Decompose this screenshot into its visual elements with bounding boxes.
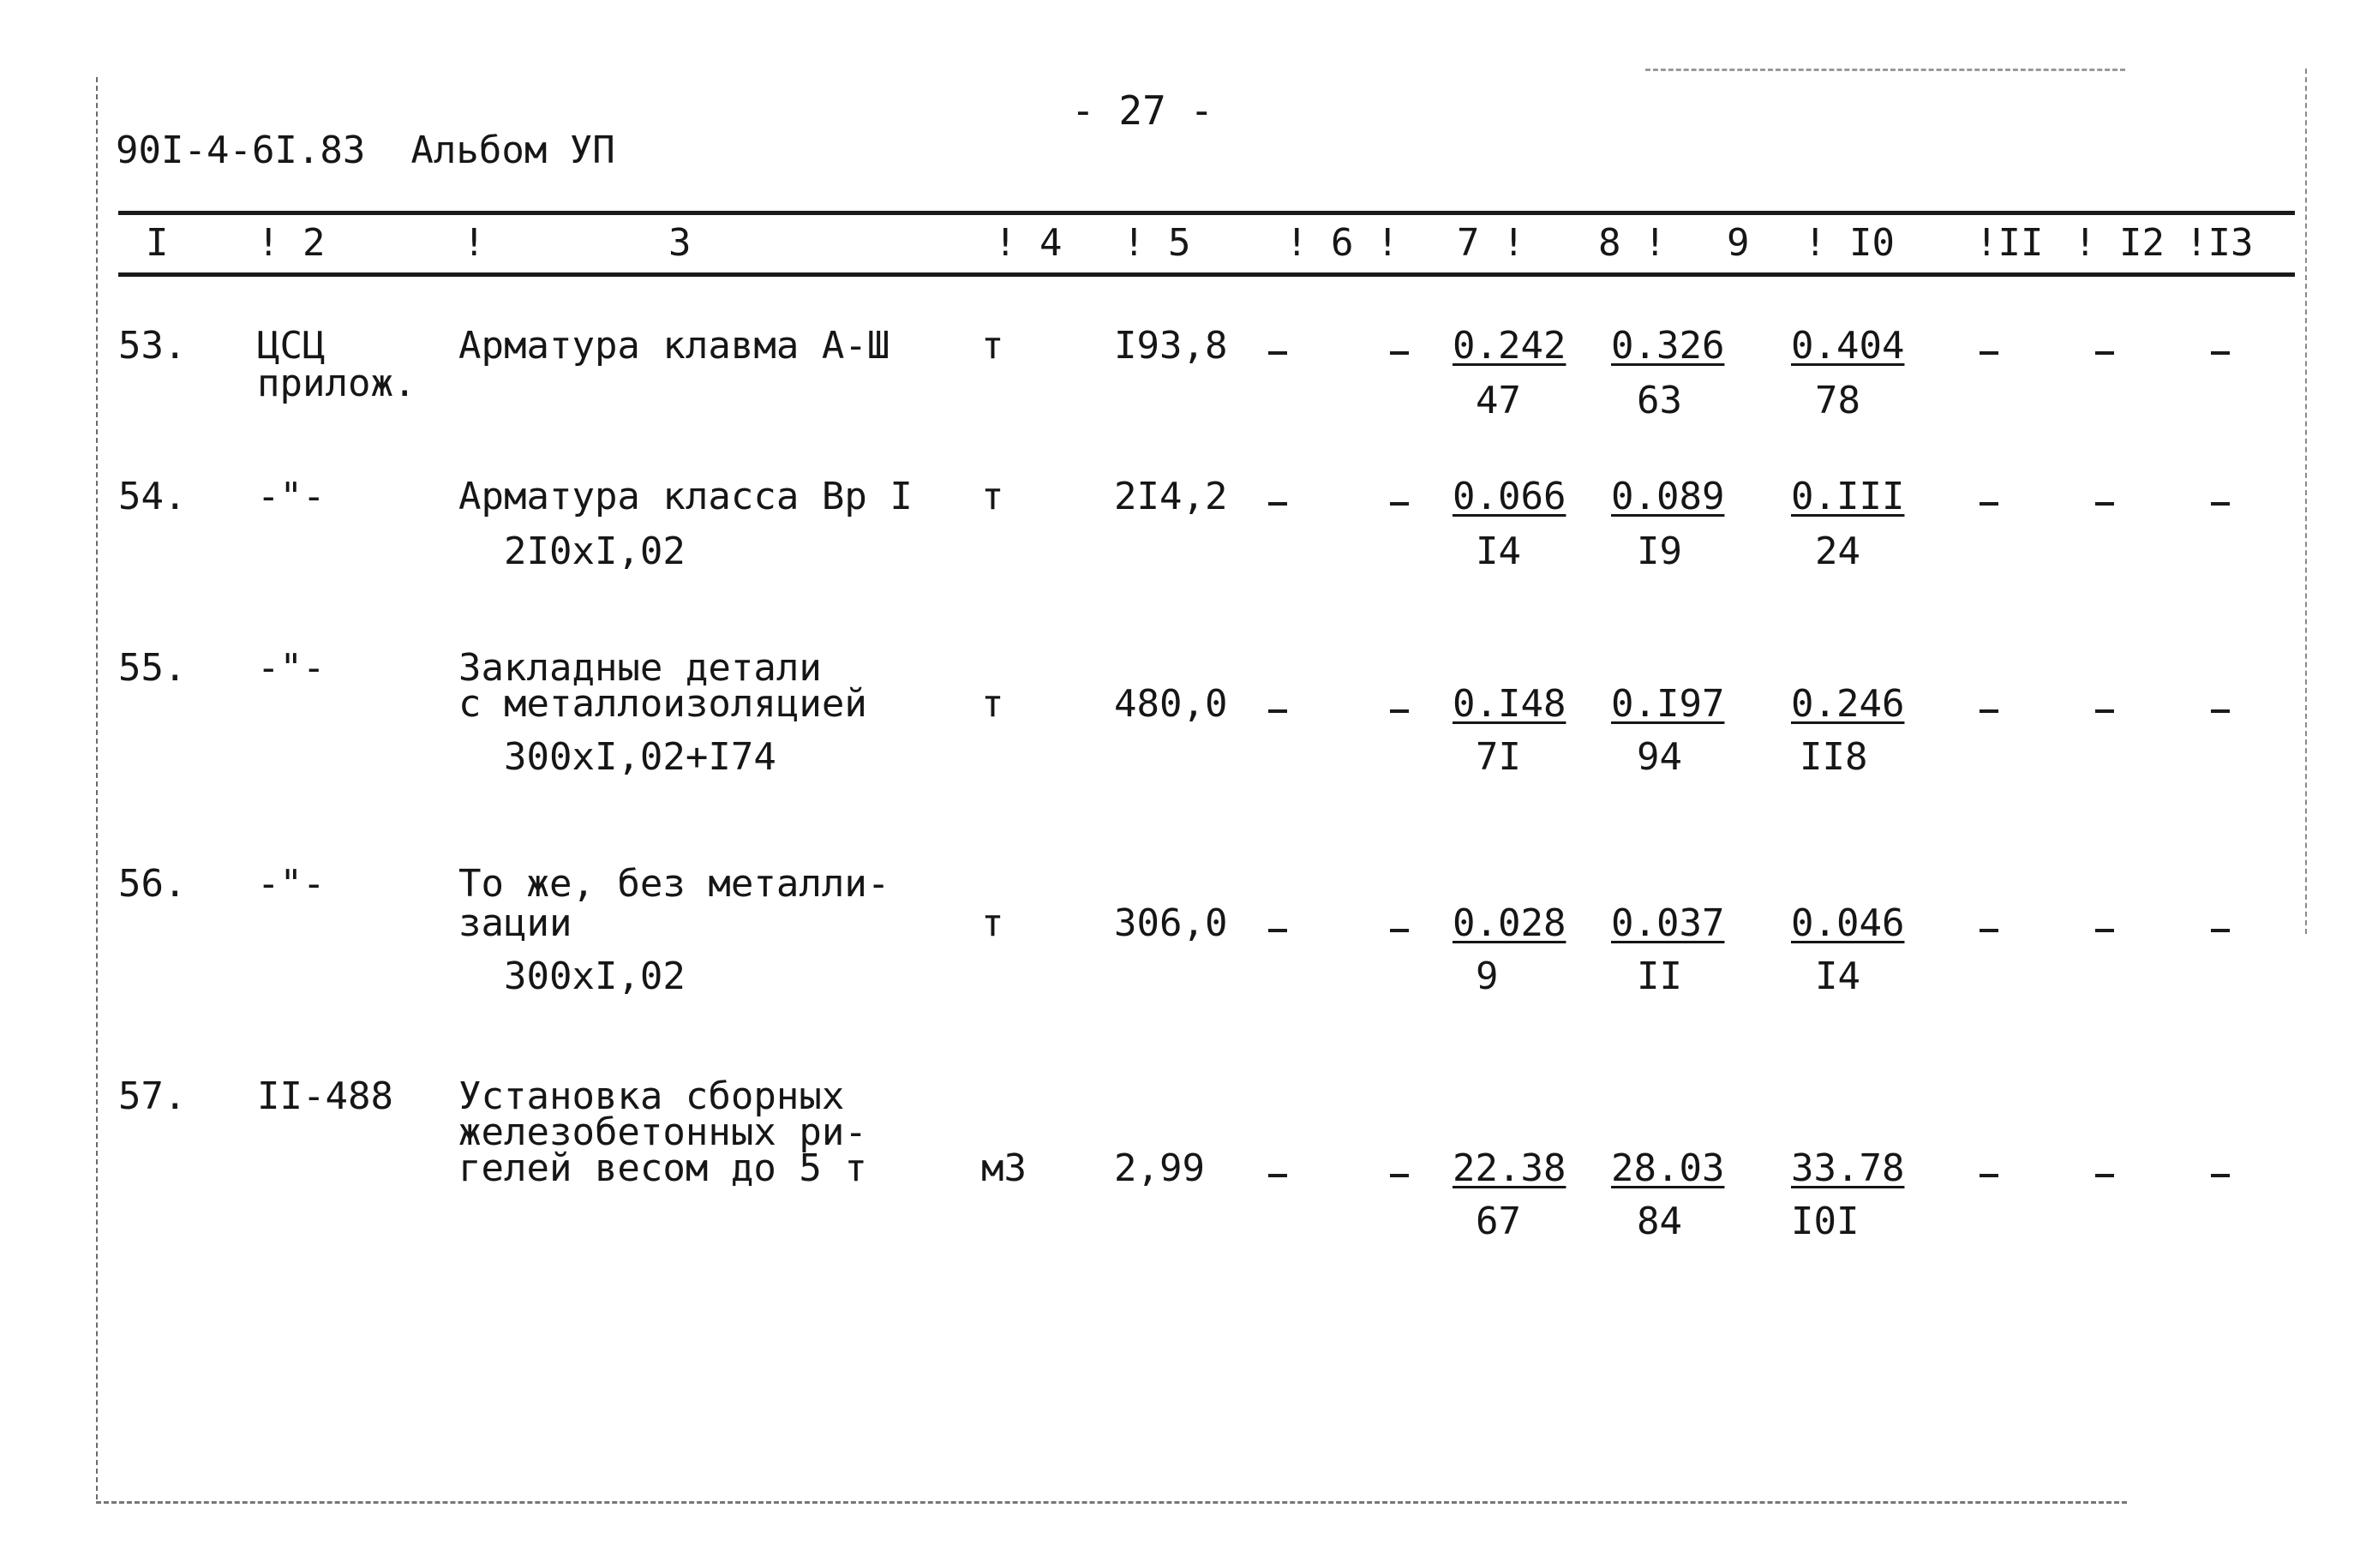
album-header: 90I-4-6I.83 Альбом УП	[116, 129, 615, 172]
value-col7-upper: 0.I48	[1453, 682, 1566, 726]
col-head-12: ! I2	[2074, 221, 2165, 265]
dash-col13	[2211, 929, 2230, 932]
col-head-4: ! 4	[994, 221, 1063, 265]
value-col10-upper: 0.246	[1791, 682, 1905, 726]
dash-col12	[2095, 929, 2114, 932]
col-head-10: ! I0	[1804, 221, 1895, 265]
row-price: 480,0	[1114, 682, 1228, 726]
value-col7-upper: 22.38	[1453, 1146, 1566, 1190]
row-price: 306,0	[1114, 901, 1228, 945]
row-description: гелей весом до 5 т	[458, 1146, 867, 1190]
value-col10-upper: 0.404	[1791, 324, 1905, 368]
dash-col13	[2211, 502, 2230, 506]
dash-col12	[2095, 1174, 2114, 1177]
row-price: 2I4,2	[1114, 475, 1228, 518]
dash-col13	[2211, 709, 2230, 713]
scan-edge-bottom	[96, 1501, 2127, 1504]
value-col8-upper: 28.03	[1611, 1146, 1725, 1190]
row-code: ЦСЦ	[257, 324, 326, 368]
value-col10-lower: II8	[1800, 735, 1868, 779]
col-head-2: ! 2	[257, 221, 326, 265]
row-unit: т	[981, 475, 1004, 518]
value-col8-upper: 0.089	[1611, 475, 1725, 518]
dash-col6	[1268, 502, 1287, 506]
scan-edge-top	[1645, 69, 2125, 71]
col-head-6: ! 6 !	[1285, 221, 1399, 265]
row-unit: т	[981, 324, 1004, 368]
value-col10-upper: 0.046	[1791, 901, 1905, 945]
value-col8-upper: 0.037	[1611, 901, 1725, 945]
value-col7-lower: 47	[1476, 379, 1521, 422]
col-head-sep: !	[463, 221, 486, 265]
dash-col6	[1268, 1174, 1287, 1177]
value-col10-lower: 78	[1815, 379, 1860, 422]
row-unit: т	[981, 682, 1004, 726]
value-col8-lower: II	[1637, 955, 1682, 998]
col-head-7: 7 !	[1457, 221, 1525, 265]
dash-col11	[1980, 709, 1998, 713]
row-unit: т	[981, 901, 1004, 945]
row-description: железобетонных ри-	[458, 1110, 867, 1154]
dash-col11	[1980, 502, 1998, 506]
value-col7-upper: 0.242	[1453, 324, 1566, 368]
value-col7-lower: 9	[1476, 955, 1499, 998]
dash-col11	[1980, 1174, 1998, 1177]
row-code: -"-	[257, 475, 326, 518]
dash-col7	[1390, 929, 1409, 932]
col-head-5: ! 5	[1123, 221, 1191, 265]
dash-col12	[2095, 502, 2114, 506]
row-number: 56.	[118, 862, 187, 906]
row-description: зации	[458, 901, 572, 945]
row-description: 2I0xI,02	[458, 530, 686, 573]
row-number: 57.	[118, 1074, 187, 1118]
dash-col11	[1980, 351, 1998, 355]
value-col8-upper: 0.I97	[1611, 682, 1725, 726]
row-number: 55.	[118, 646, 187, 690]
scan-edge-right	[2305, 69, 2307, 934]
value-col7-upper: 0.028	[1453, 901, 1566, 945]
value-col8-lower: 94	[1637, 735, 1682, 779]
table-rule-header	[118, 272, 2295, 277]
dash-col7	[1390, 502, 1409, 506]
table-rule-top	[118, 211, 2295, 215]
row-price: 2,99	[1114, 1146, 1205, 1190]
value-col8-lower: I9	[1637, 530, 1682, 573]
col-head-3: 3	[668, 221, 692, 265]
row-code: -"-	[257, 862, 326, 906]
row-description: Установка сборных	[458, 1074, 845, 1118]
value-col7-lower: 7I	[1476, 735, 1521, 779]
value-col10-upper: 0.III	[1791, 475, 1905, 518]
row-description: 300xI,02+I74	[458, 735, 776, 779]
dash-col6	[1268, 709, 1287, 713]
dash-col12	[2095, 351, 2114, 355]
row-price: I93,8	[1114, 324, 1228, 368]
value-col7-lower: I4	[1476, 530, 1521, 573]
page-number: - 27 -	[1071, 87, 1214, 134]
dash-col7	[1390, 351, 1409, 355]
col-head-13: !I3	[2185, 221, 2254, 265]
dash-col12	[2095, 709, 2114, 713]
row-description: Закладные детали	[458, 646, 822, 690]
scan-edge-left	[96, 77, 98, 1499]
dash-col7	[1390, 1174, 1409, 1177]
row-number: 53.	[118, 324, 187, 368]
value-col8-upper: 0.326	[1611, 324, 1725, 368]
col-head-8: 8 !	[1598, 221, 1667, 265]
col-head-9: 9	[1727, 221, 1750, 265]
row-description: Арматура класса Вр I	[458, 475, 913, 518]
row-unit: м3	[981, 1146, 1027, 1190]
dash-col6	[1268, 351, 1287, 355]
col-head-1: I	[146, 221, 169, 265]
dash-col13	[2211, 1174, 2230, 1177]
value-col8-lower: 84	[1637, 1200, 1682, 1243]
col-head-11: !II	[1975, 221, 2044, 265]
value-col10-lower: 24	[1815, 530, 1860, 573]
row-description: Арматура клавма А-Ш	[458, 324, 890, 368]
value-col7-lower: 67	[1476, 1200, 1521, 1243]
row-code: II-488	[257, 1074, 393, 1118]
value-col10-lower: I0I	[1791, 1200, 1860, 1243]
value-col10-upper: 33.78	[1791, 1146, 1905, 1190]
dash-col6	[1268, 929, 1287, 932]
row-number: 54.	[118, 475, 187, 518]
dash-col7	[1390, 709, 1409, 713]
row-code: прилож.	[257, 362, 416, 405]
row-code: -"-	[257, 646, 326, 690]
row-description: с металлоизоляцией	[458, 682, 867, 726]
row-description: То же, без металли-	[458, 862, 890, 906]
value-col8-lower: 63	[1637, 379, 1682, 422]
dash-col13	[2211, 351, 2230, 355]
dash-col11	[1980, 929, 1998, 932]
value-col10-lower: I4	[1815, 955, 1860, 998]
value-col7-upper: 0.066	[1453, 475, 1566, 518]
row-description: 300xI,02	[458, 955, 686, 998]
